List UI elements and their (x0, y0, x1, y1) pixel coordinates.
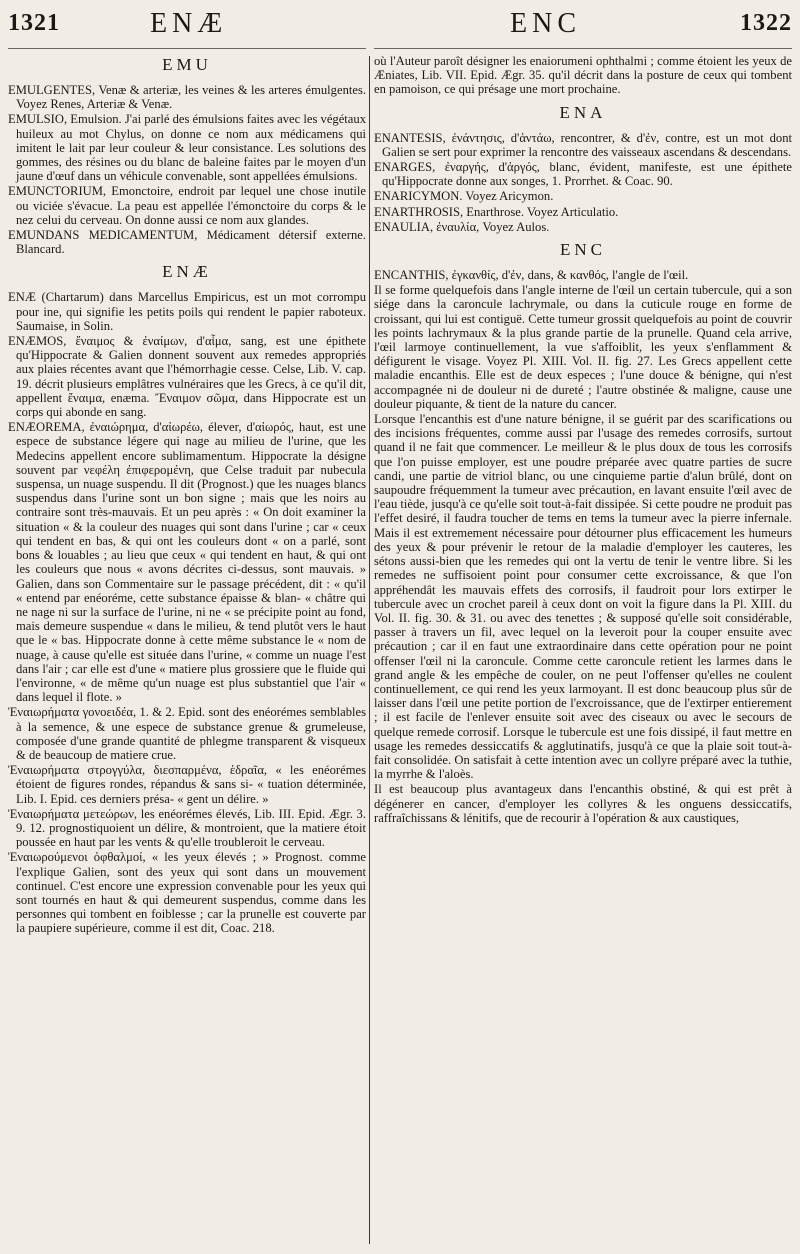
column-divider (369, 56, 370, 1244)
section-heading-enc: ENC (560, 240, 606, 260)
entry-enae: ENÆ (Chartarum) dans Marcellus Empiricus, est un mot corrompu pour ine, qui signifie les petits poils qui rendent le papier raboteux. Saumaise, in Solin. (8, 290, 366, 333)
entry-greek-meteoron: Ἐναιωρήματα μετεώρων, les enéorémes élevés, Lib. III. Epid. Ægr. 3. 9. 12. prognostiquoient un délire, & montroient, que la matiere étoit poussée en haut par les vents & qu'elle troubleroit le cerveau. (8, 806, 366, 850)
encanthis-paragraph-3: Il est beaucoup plus avantageux dans l'encanthis obstiné, & qui est prêt à dégénerer en cancer, d'employer les collyres & les onguens dessiccatifs, raffraîchissans & lénitifs, que de recourir à l'opération & aux caustiques, (374, 782, 792, 825)
entry-emunctorium: EMUNCTORIUM, Emonctoire, endroit par lequel une chose inutile ou viciée s'évacue. La peau est appellée l'émonctoire du corps & le nez celui du cerveau. On donne aussi ce nom aux glandes. (8, 184, 366, 227)
entry-enantesis: ENANTESIS, ἐνάντησις, d'ἀντάω, rencontrer, & d'ἐν, contre, est un mot dont Galien se sert pour exprimer la rencontre des vaisseaux ascendans & descendans. (374, 130, 792, 159)
encanthis-paragraph-2: Lorsque l'encanthis est d'une nature bénigne, il se guérit par des scarifications ou des incisions fréquentes, comme aussi par l'usage des remedes corrosifs, surtout quand il ne fait que commencer. Le meilleur & le plus doux de tous les corrosifs que l'on puisse employer, est une poudre préparée avec quatre parties de sucre candi, une partie de vitriol blanc, ou une cinquieme partie d'alun brûlé, dont on saupoudre fréquemment la tumeur avec précaution, en lavant ensuite l'œil avec de l'eau tiède, jusqu'à ce qu'elle soit tout-à-fait dissipée. Si cette poudre ne produit pas l'effet desiré, il faudra toucher de tems en tems la tumeur avec la pierre infernale. Mais il est extremement nécessaire pour détourner plus efficacement les humeurs des yeux & pour prévenir le retour de la maladie d'employer les cauteres, les sétons aussi-bien que les remedes qui ont la vertu de tenir le ventre libre. Si les remedes ne suffisoient point pour consumer cette excroissance, & que l'on appréhendât les mauvais effets des corrosifs, il faudroit pour lors extirper le tubercule avec un crochet pareil à ceux dont on voit la figure dans la Pl. XIII. du Vol. II. fig. 30. & 31. ou avec des tenettes ; & supposé qu'elle soit considérable, passer à travers un fil, avec lequel on la leveroit pour la couper ensuite avec précaution ; car il en faut une extraordinaire dans cette opération pour ne point offenser l'œil ni la caroncule. Comme cette caroncule retient les larmes dans le grand angle & les empêche de couler, on ne peut l'offenser qu'elles ne coulent continuellement, ce qui rend les yeux larmoyant. Il est donc beaucoup plus sûr de laisser dans l'œil une petite portion de l'excroissance, que de l'extirper entierement ; il est facile de l'enlever ensuite soit avec des ciseaux ou avec le secours de quelque remede corrosif. Lorsque le tubercule est une fois dissipé, il faut mettre en usage les remedes dessiccatifs & agglutinatifs, jusqu'à ce que la plaie soit tout-à-fait consolidée. On satisfait à cette intention avec un collyre préparé avec la tuthie, la myrrhe & l'aloès. (374, 412, 792, 782)
entry-encanthis: ENCANTHIS, ἐγκανθίς, d'ἐν, dans, & κανθός, l'angle de l'œil. (374, 268, 689, 283)
entry-enaeorema: ENÆOREMA, ἐναιώρημα, d'αἰωρέω, élever, d'αἰωρός, haut, est une espece de substance légere qui nage au milieu de l'urine, que les Medecins appellent encore sublimamentum. Hippocrate la désigne souvent par νεφέλη ἐπιφερομένη, que Celse traduit par nubecula suspensa, un nuage suspendu. Il dit (Prognost.) que les nuages blancs suspendus dans l'urine sont un bon signe ; mais que les noirs au contraire sont très-mauvais. Et un peu après : « On doit examiner la situation « & la couleur des nuages qui sont dans l'urine ; car « ceux qui tendent en bas, & qui ont les couleurs dont « on a parlé, sont bons & louables ; au lieu que ceux « qui tendent en haut, & qui ont les couleurs que nous « avons décrites ci-dessus, sont mauvais. » Galien, dans son Commentaire sur le passage précédent, dit : « qu'il « entend par enéoréme, cette substance épaisse & blan- « châtre qui ne nage ni sur la surface de l'urine, ni ne « se précipite point au fond, mais demeure suspendue « dans le milieu, & tend plutôt vers le haut que le « bas. Hippocrate donne à cette même substance le « nom de nuage, à cause qu'elle est située dans l'urine, « comme un nuage l'est dans l'air ; car elle est d'une « matiere plus grossiere que le fluide qui l'environne, « de même qu'un nuage est plus substantiel que l'air « dans lequel il flote. » (8, 420, 366, 705)
entry-emundans: EMUNDANS MEDICAMENTUM, Médicament détersif externe. Blancard. (8, 228, 366, 257)
header-rule-right (374, 48, 792, 49)
entry-enaulia: ENAULIA, ἐναυλία, Voyez Aulos. (374, 219, 550, 234)
right-page-number: 1322 (740, 10, 792, 36)
entry-emulgentes: EMULGENTES, Venæ & arteriæ, les veines & les arteres émulgentes. Voyez Renes, Arteriæ & Venæ. (8, 83, 366, 112)
left-running-head: ENÆ (150, 8, 228, 39)
section-heading-emu: EMU (162, 55, 212, 74)
left-column (8, 44, 366, 1250)
section-heading-ena: ENA (559, 102, 607, 122)
entry-enaemos: ENÆMOS, ἔναιμος & ἐναίμων, d'αἷμα, sang, est une épithete qu'Hippocrate & Galien donnent souvent aux remedes appropriés aux plaies récentes avant que l'hémorrhagie cesse. Celse, Lib. V. cap. 19. décrit plusieurs emplâtres vulnéraires que les Grecs, à ce qu'il dit, appellent ἔναιμα, enæma. Ἔναιμον σῶμα, dans Hippocrate est un corps qui abonde en sang. (8, 334, 366, 420)
right-running-head: ENC (510, 8, 581, 39)
entry-enarthrosis: ENARTHROSIS, Enarthrose. Voyez Articulatio. (374, 204, 619, 219)
continuation-text: où l'Auteur paroît désigner les enaiorumeni ophthalmi ; comme étoient les yeux de Æniates, Lib. VII. Epid. Ægr. 35. qu'il décrit dans la posture de ceux qui tombent en pamoison, ce qui présage une mort prochaine. (374, 54, 792, 97)
entry-greek-strongyla: Ἐναιωρήματα στρογγύλα, διεσπαρμένα, ἑδραῖα, « les enéorémes étoient de figures rondes, répandus & sans si- « tuation déterminée, Lib. I. Epid. ces derniers présa- « gent un délire. » (8, 763, 366, 806)
right-column (374, 44, 792, 1250)
encanthis-paragraph-1: Il se forme quelquefois dans l'angle interne de l'œil un certain tubercule, qui a son siége dans la caroncule lachrymale, ou dans la cuticule rouge en forme de croissant, qui lui est contiguë. Cette tumeur grossit quelquefois au point de couvrir les points lachrymaux & la plus grande partie de la prunelle. Quand cela arrive, l'œil larmoye continuellement, la vue s'affoiblit, les yeux s'enflamment & défigurent le visage. Voyez Pl. XIII. Vol. II. fig. 27. Les Grecs appellent cette maladie encanthis. Elle est de deux especes ; l'une douce & bénigne, qui n'est accompagnée ni de douleur ni de dureté ; l'autre obstinée & maligne, cause une douleur piquante, & tient de la nature du cancer. (374, 283, 792, 411)
entry-enaricymon: ENARICYMON. Voyez Aricymon. (374, 189, 554, 204)
entry-greek-gonoeide: Ἐναιωρήματα γονοειδέα, 1. & 2. Epid. sont des enéorémes semblables à la semence, & une espece de substance grenue & grumeleuse, composée d'une grande quantité de phlegme transparent & visqueux & de beaucoup de matiere crue. (8, 705, 366, 762)
left-page-number: 1321 (8, 10, 60, 36)
page-header (0, 0, 800, 44)
section-heading-enae: ENÆ (162, 262, 212, 282)
entry-emulsio: EMULSIO, Emulsion. J'ai parlé des émulsions faites avec les végétaux huileux au mot Chylus, on donne ce nom aux médicamens qui imitent le lait par leur couleur & leur consistance. Les solutions des gommes, des résines ou du blanc de baleine faites par le moyen d'un jaune d'œuf dans un véhicule convenable, sont appellées émulsions. (8, 112, 366, 184)
header-rule (8, 48, 366, 49)
entry-greek-ophthalmoi: Ἐναιωρούμενοι ὀφθαλμοί, « les yeux élevés ; » Prognost. comme l'explique Galien, sont des yeux qui sont dans un mouvement continuel. C'est encore une expression convenable pour les yeux qui sont tournés en haut & qui demeurent suspendus, comme dans les personnes qui tombent en foiblesse ; car la prunelle est couverte par la paupiere supérieure, comme il est dit, Coac. 218. (8, 850, 366, 936)
entry-enarges: ENARGES, ἐναργής, d'ἀργός, blanc, évident, manifeste, est une épithete qu'Hippocrate donne aux songes, 1. Prorrhet. & Coac. 90. (374, 160, 792, 189)
